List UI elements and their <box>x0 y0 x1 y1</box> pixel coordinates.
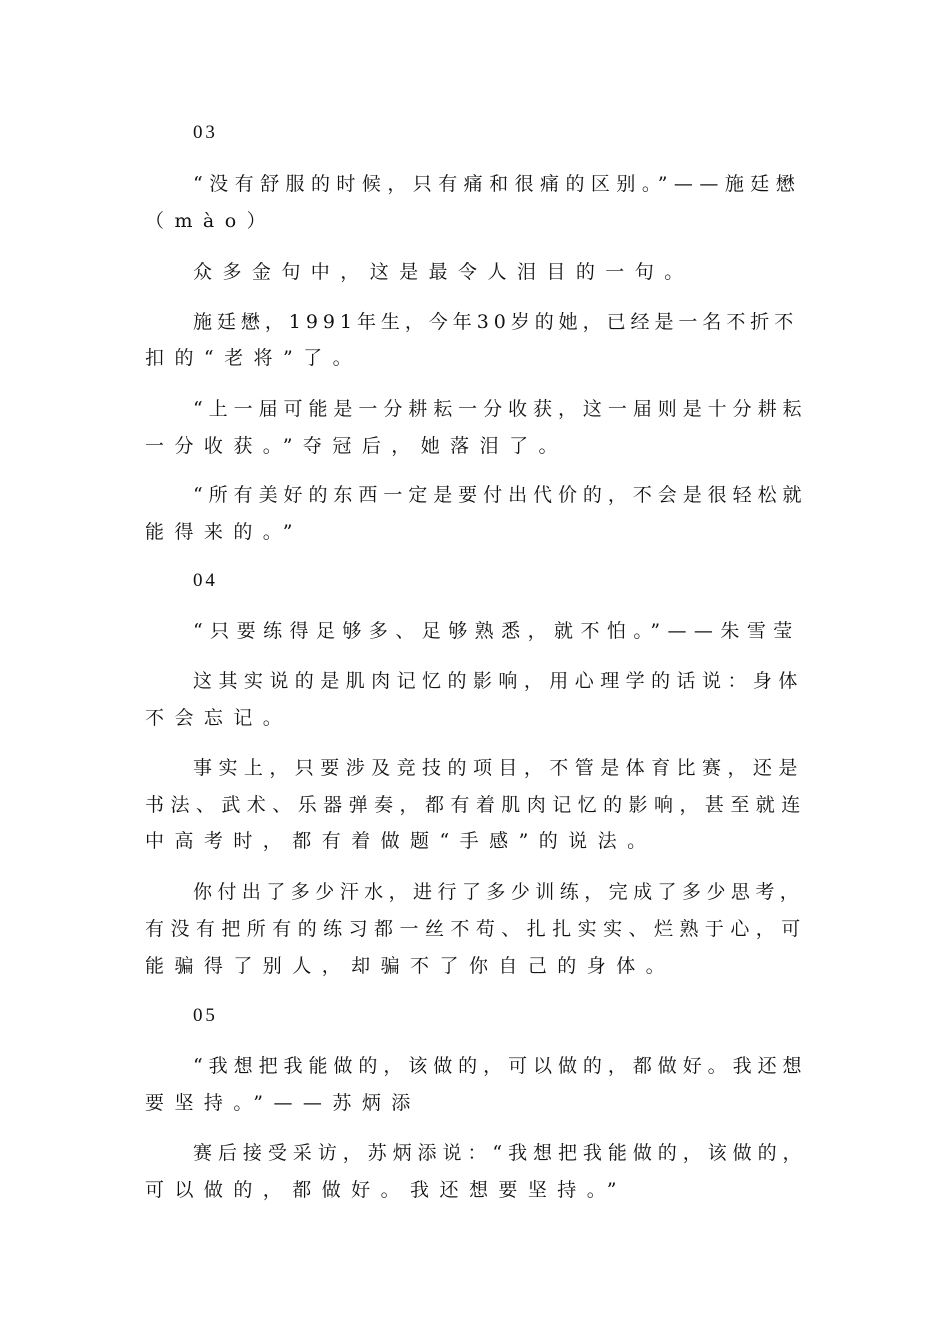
paragraph-line: 赛后接受采访，苏炳添说：“我想把我能做的，该做的， <box>193 1142 808 1164</box>
paragraph-line: “上一届可能是一分耕耘一分收获，这一届则是十分耕耘 <box>193 398 808 420</box>
paragraph-line: 书法、武术、乐器弹奏，都有着肌肉记忆的影响，甚至就连 <box>145 794 807 816</box>
paragraph-line: 施廷懋，1991年生，今年30岁的她，已经是一名不折不 <box>193 311 799 333</box>
section-number: 03 <box>193 122 218 143</box>
paragraph-line: 有没有把所有的练习都一丝不苟、扎扎实实、烂熟于心，可 <box>145 918 807 940</box>
paragraph-line: 不会忘记。 <box>145 707 293 729</box>
paragraph-line: 可以做的，都做好。我还想要坚持。” <box>145 1179 627 1201</box>
quote-line: “只要练得足够多、足够熟悉，就不怕。”——朱雪莹 <box>193 620 800 642</box>
quote-line: “没有舒服的时候，只有痛和很痛的区别。”——施廷懋 <box>193 173 802 195</box>
section-number: 04 <box>193 570 218 591</box>
paragraph-line: 这其实说的是肌肉记忆的影响，用心理学的话说：身体 <box>193 670 804 692</box>
section-number: 05 <box>193 1005 218 1026</box>
quote-line: 要坚持。”——苏炳添 <box>145 1092 421 1114</box>
paragraph-line: 事实上，只要涉及竞技的项目，不管是体育比赛，还是 <box>193 757 804 779</box>
paragraph-line: 中高考时，都有着做题“手感”的说法。 <box>145 830 657 852</box>
paragraph-line: 能得来的。” <box>145 521 303 543</box>
quote-line: （mào） <box>145 210 277 232</box>
paragraph-line: 扣的“老将”了。 <box>145 347 363 369</box>
quote-line: “我想把我能做的，该做的，可以做的，都做好。我还想 <box>193 1055 808 1077</box>
paragraph-line: 众多金句中，这是最令人泪目的一句。 <box>193 261 694 283</box>
paragraph-line: 你付出了多少汗水，进行了多少训练，完成了多少思考， <box>193 881 805 903</box>
paragraph-line: 一分收获。”夺冠后，她落泪了。 <box>145 435 568 457</box>
paragraph-line: 能骗得了别人，却骗不了你自己的身体。 <box>145 955 676 977</box>
paragraph-line: “所有美好的东西一定是要付出代价的，不会是很轻松就 <box>193 484 808 506</box>
